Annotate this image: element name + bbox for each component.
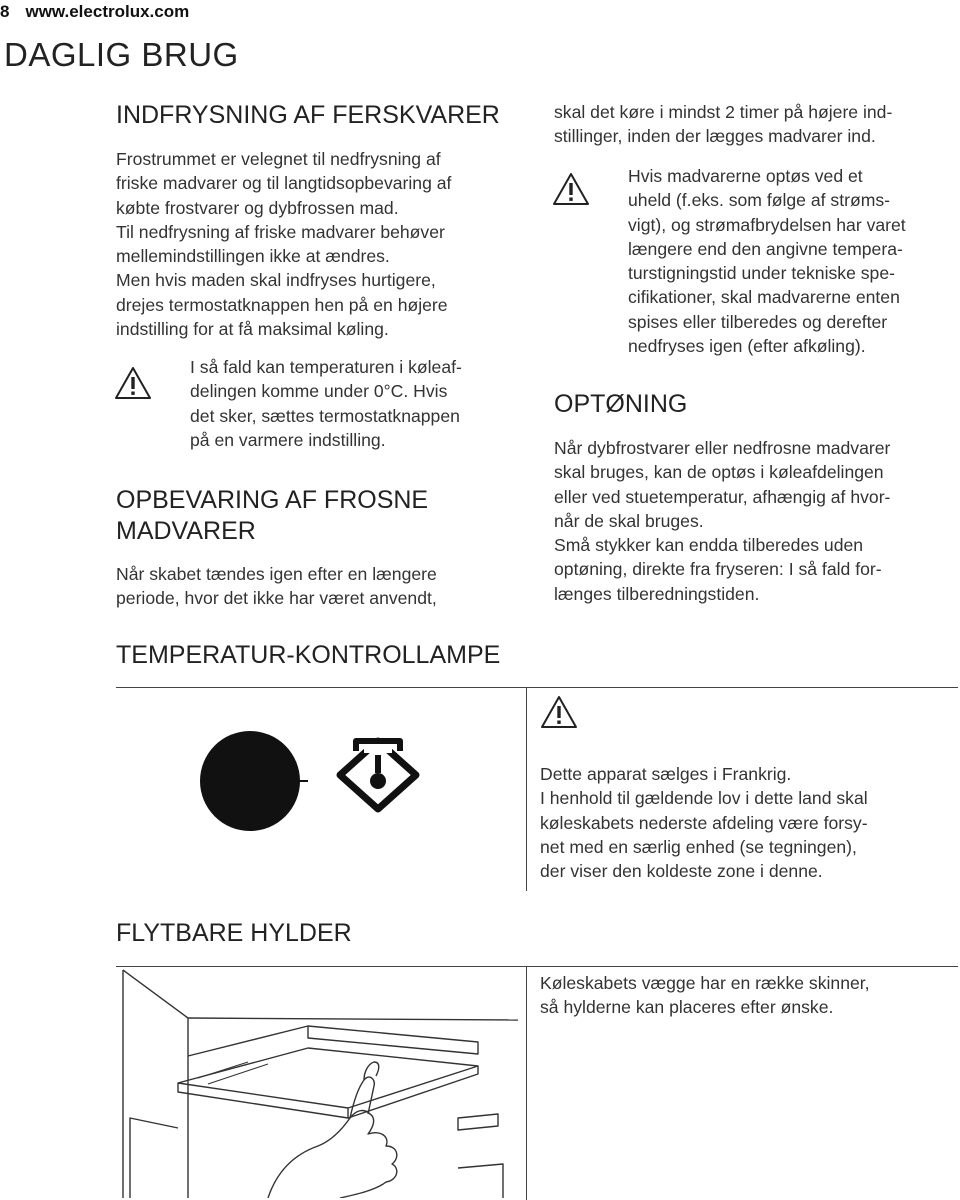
section-heading-thawing: OPTØNING xyxy=(554,390,688,418)
divider xyxy=(526,688,527,891)
freezing-warning: I så fald kan temperaturen i køleaf- delingen komme under 0°C. Hvis det sker, sættes termostatknappen på en varmere indstilling. xyxy=(190,357,462,450)
section-heading-lamp: TEMPERATUR-KONTROLLAMPE xyxy=(116,641,501,669)
page-number: 8 xyxy=(0,2,10,21)
page-title: DAGLIG BRUG xyxy=(4,36,239,73)
indicator-dial xyxy=(200,731,300,831)
warning-icon xyxy=(540,695,578,729)
website-url[interactable]: www.electrolux.com xyxy=(25,2,190,21)
cold-zone-icon xyxy=(340,741,416,809)
warning-icon xyxy=(114,366,152,400)
section-heading-storage: OPBEVARING AF FROSNE MADVARER xyxy=(116,486,429,545)
shelves-body: Køleskabets vægge har en række skinner, så hylderne kan placeres efter ønske. xyxy=(540,973,870,1018)
section-heading-shelves: FLYTBARE HYLDER xyxy=(116,919,352,947)
lamp-warning: Dette apparat sælges i Frankrig. I henhold til gældende lov i dette land skal køleskabets nederste afdeling være forsy- net med en særlig enhed (se tegningen), der viser den koldeste zone i denne. xyxy=(540,764,868,882)
warning-icon xyxy=(552,172,590,206)
section-heading-freezing: INDFRYSNING AF FERSKVARER xyxy=(116,101,500,129)
divider xyxy=(116,966,958,967)
temperature-indicator-illustration xyxy=(150,705,480,865)
storage-body: Når skabet tændes igen efter en længere periode, hvor det ikke har været anvendt, xyxy=(116,564,437,609)
page-header xyxy=(0,2,189,22)
storage-body-continued: skal det køre i mindst 2 timer på højere ind- stillinger, inden der lægges madvarer ind. xyxy=(554,102,893,147)
divider xyxy=(526,967,527,1200)
thawing-body: Når dybfrostvarer eller nedfrosne madvarer skal bruges, kan de optøs i køleafdelingen eller ved stuetemperatur, afhængig af hvor- når de skal bruges. Små stykker kan endda tilberedes uden optøning, direkte fra fryseren: I så fald for- længes tilberedningstiden. xyxy=(554,438,891,604)
shelf-illustration xyxy=(118,968,522,1198)
storage-warning: Hvis madvarerne optøs ved et uheld (f.eks. som følge af strøms- vigt), og strømafbrydelsen har varet længere end den angivne tempera- turstigningstid under tekniske spe- cifikationer, skal madvarerne enten spises eller tilberedes og derefter nedfryses igen (efter afkøling). xyxy=(628,166,906,357)
divider xyxy=(116,687,958,688)
freezing-body: Frostrummet er velegnet til nedfrysning af friske madvarer og til langtidsopbevaring af købte frostvarer og dybfrossen mad. Til nedfrysning af friske madvarer behøver mellemindstillingen ikke at ændres. Men hvis maden skal indfryses hurtigere, drejes termostatknappen hen på en højere indstilling for at få maksimal køling. xyxy=(116,149,452,340)
